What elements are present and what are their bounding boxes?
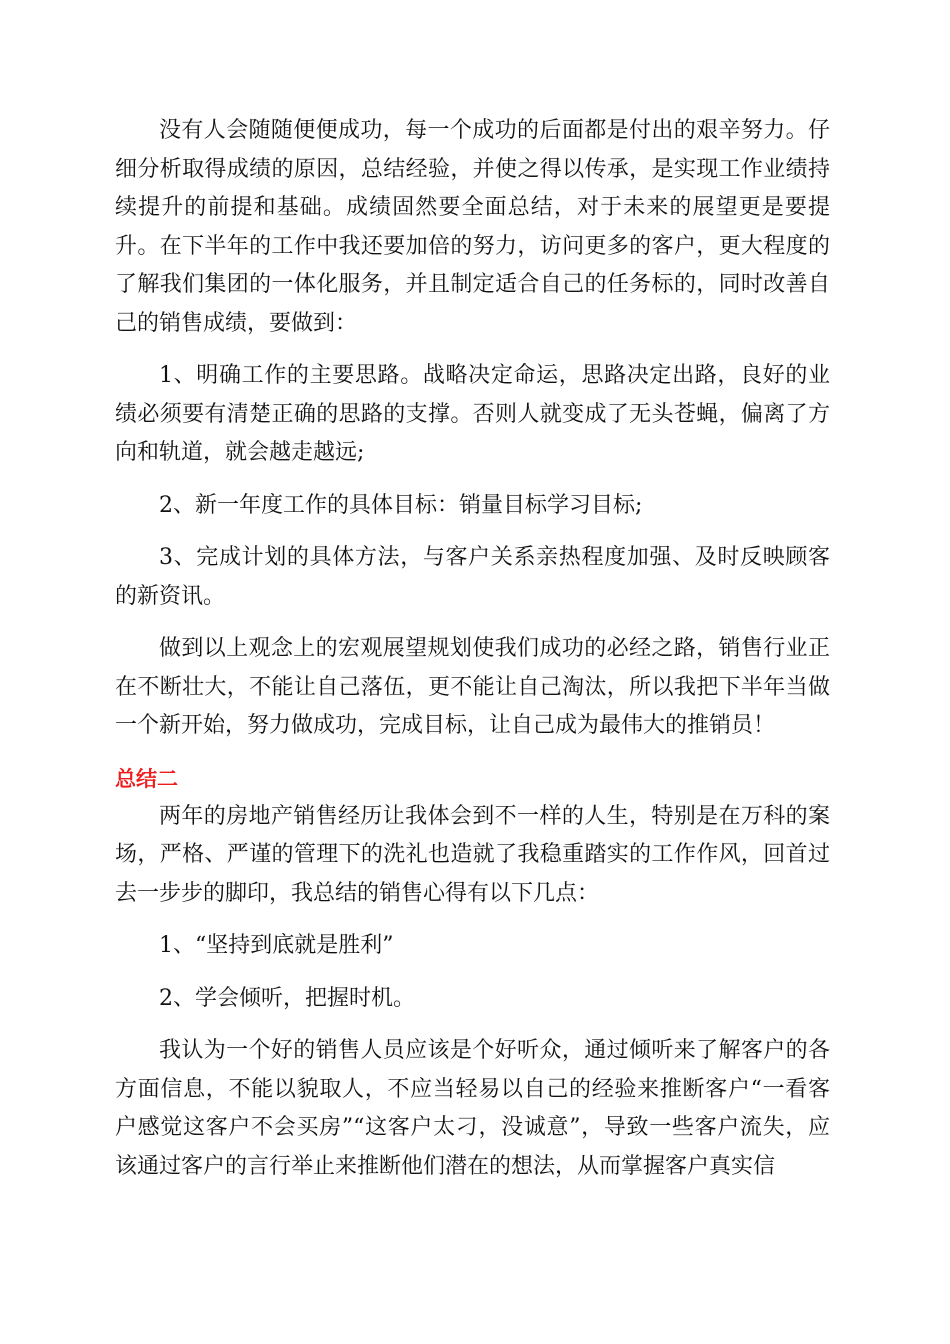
paragraph-point-2-listening: 2、学会倾听，把握时机。 (159, 985, 415, 1011)
section-heading-summary-two: 总结二 (115, 766, 178, 791)
paragraph-point-1-clear-thinking: 1、明确工作的主要思路。战略决定命运，思路决定出路，良好的业绩必须要有清楚正确的思路的支撑。否则人就变成了无头苍蝇，偏离了方向和轨道，就会越走越远; (115, 363, 830, 465)
paragraph-point-3-methods: 3、完成计划的具体方法，与客户关系亲热程度加强、及时反映顾客的新资讯。 (115, 545, 830, 609)
paragraph-point-1-persistence: 1、“坚持到底就是胜利” (159, 933, 394, 958)
paragraph-listening-detail: 我认为一个好的销售人员应该是个好听众，通过倾听来了解客户的各方面信息，不能以貌取人，不应当轻易以自己的经验来推断客户“一看客户感觉这客户不会买房”“这客户太刁，没诚意”，导致一些客户流失，应该通过客户的言行举止来推断他们潜在的想法，从而掌握客户真实信 (115, 1038, 830, 1179)
paragraph-real-estate-experience: 两年的房地产销售经历让我体会到不一样的人生，特别是在万科的案场，严格、严谨的管理下的洗礼也造就了我稳重踏实的工作作风，回首过去一步步的脚印，我总结的销售心得有以下几点： (115, 803, 830, 906)
paragraph-conclusion: 做到以上观念上的宏观展望规划使我们成功的必经之路，销售行业正在不断壮大，不能让自己落伍，更不能让自己淘汰，所以我把下半年当做一个新开始，努力做成功，完成目标，让自己成为最伟大的推销员！ (115, 636, 830, 738)
paragraph-success-reflection: 没有人会随随便便成功，每一个成功的后面都是付出的艰辛努力。仔细分析取得成绩的原因，总结经验，并使之得以传承，是实现工作业绩持续提升的前提和基础。成绩固然要全面总结，对于未来的展望更是要提升。在下半年的工作中我还要加倍的努力，访问更多的客户，更大程度的了解我们集团的一体化服务，并且制定适合自己的任务标的，同时改善自己的销售成绩，要做到： (115, 118, 830, 336)
document-body (115, 112, 830, 1186)
paragraph-point-2-goals: 2、新一年度工作的具体目标：销量目标学习目标; (159, 492, 643, 518)
